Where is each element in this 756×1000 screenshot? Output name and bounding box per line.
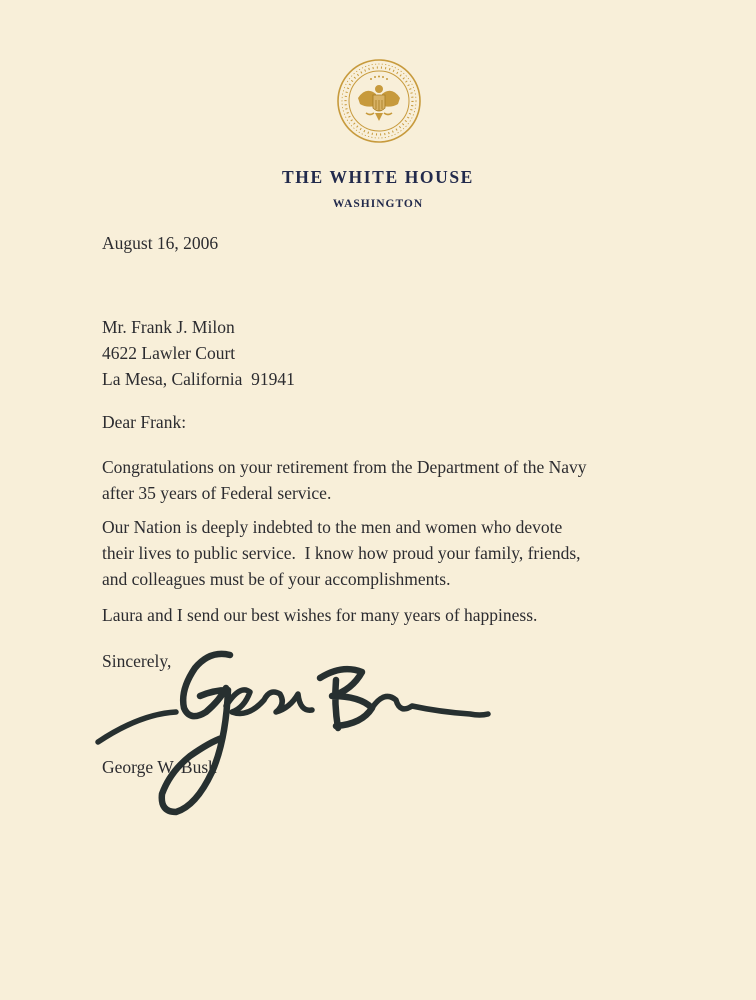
- presidential-seal-icon: [336, 58, 422, 144]
- paragraph-line: Our Nation is deeply indebted to the men and women who devote: [102, 517, 563, 537]
- recipient-name: Mr. Frank J. Milon: [102, 317, 235, 337]
- closing: Sincerely,: [102, 651, 172, 671]
- paragraph-line: and colleagues must be of your accomplishments.: [102, 569, 451, 589]
- letter-date: August 16, 2006: [102, 233, 219, 253]
- recipient-city: La Mesa, California 91941: [102, 369, 295, 389]
- paragraph-line: their lives to public service. I know how proud your family, friends,: [102, 543, 581, 563]
- paragraph-3: [102, 602, 537, 628]
- paragraph-line: Laura and I send our best wishes for many years of happiness.: [102, 605, 538, 625]
- salutation: Dear Frank:: [102, 412, 187, 432]
- paragraph-line: after 35 years of Federal service.: [102, 483, 332, 503]
- paragraph-1: [102, 454, 587, 506]
- letterhead-subtitle: WASHINGTON: [332, 198, 424, 210]
- letterhead-title: THE WHITE HOUSE: [282, 167, 474, 187]
- recipient-address: [102, 314, 295, 392]
- recipient-street: 4622 Lawler Court: [102, 343, 236, 363]
- paragraph-2: [102, 514, 581, 592]
- paragraph-line: Congratulations on your retirement from the Department of the Navy: [102, 457, 587, 477]
- signer-name: George W. Bush: [102, 757, 217, 777]
